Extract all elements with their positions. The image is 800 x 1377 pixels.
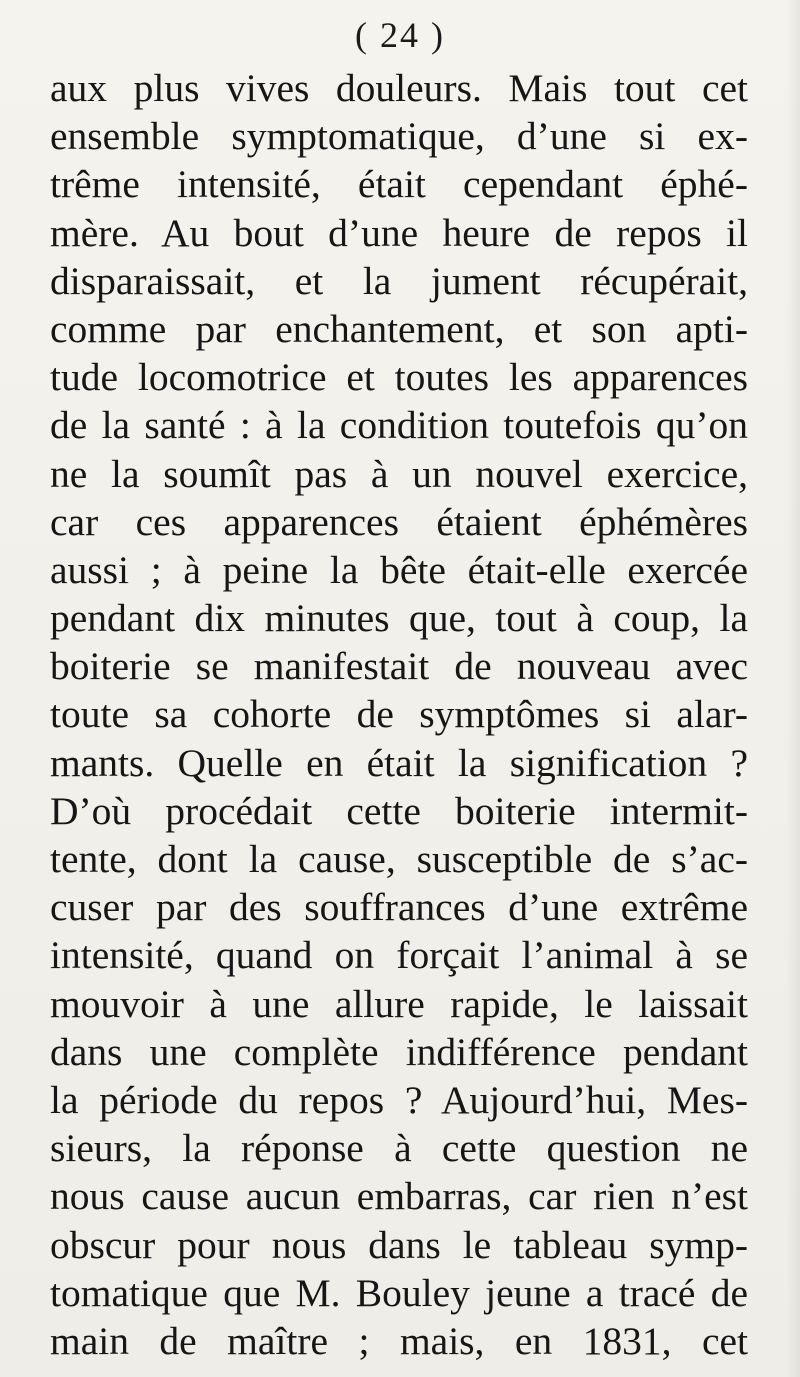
text-line: disparaissait, et la jument récupérait, bbox=[50, 258, 748, 303]
text-line: car ces apparences étaient éphémères bbox=[50, 499, 748, 544]
page-number: ( 24 ) bbox=[355, 15, 445, 55]
text-line: cuser par des souffrances d’une extrême bbox=[50, 885, 748, 930]
text-line: sieurs, la réponse à cette question ne bbox=[50, 1126, 748, 1171]
text-line: trême intensité, était cependant éphé- bbox=[50, 162, 748, 207]
text-line: tude locomotrice et toutes les apparences bbox=[50, 355, 748, 400]
text-line: de la santé : à la condition toutefois qu’on bbox=[50, 403, 748, 448]
text-line: obscur pour nous dans le tableau symp- bbox=[50, 1222, 748, 1267]
text-line: ne la soumît pas à un nouvel exercice, bbox=[50, 451, 748, 496]
text-line: ensemble symptomatique, d’une si ex- bbox=[50, 114, 748, 159]
text-line: dans une complète indifférence pendant bbox=[50, 1029, 748, 1074]
text-line: mère. Au bout d’une heure de repos il bbox=[50, 210, 748, 255]
text-line: aux plus vives douleurs. Mais tout cet bbox=[50, 66, 748, 110]
text-line: intensité, quand on forçait l’animal à se bbox=[50, 933, 748, 978]
text-line: boiterie se manifestait de nouveau avec bbox=[50, 644, 748, 689]
text-line: tente, dont la cause, susceptible de s’ac- bbox=[50, 837, 748, 881]
text-line: comme par enchantement, et son apti- bbox=[50, 306, 748, 351]
text-line: tomatique que M. Bouley jeune a tracé de bbox=[50, 1270, 748, 1315]
text-line: nous cause aucun embarras, car rien n’est bbox=[50, 1174, 748, 1219]
text-line: aussi ; à peine la bête était-elle exercée bbox=[50, 547, 748, 592]
text-line: D’où procédait cette boiterie intermit- bbox=[50, 788, 748, 833]
text-line: la période du repos ? Aujourd’hui, Mes- bbox=[50, 1077, 748, 1122]
text-line: mouvoir à une allure rapide, le laissait bbox=[50, 981, 748, 1026]
text-line: mants. Quelle en était la signification ? bbox=[50, 740, 748, 785]
text-line: main de maître ; mais, en 1831, cet bbox=[50, 1318, 748, 1363]
page-edge-shadow bbox=[786, 0, 800, 1377]
body-text bbox=[50, 64, 748, 1365]
text-line: toute sa cohorte de symptômes si alar- bbox=[50, 692, 748, 737]
text-line: pendant dix minutes que, tout à coup, la bbox=[50, 596, 748, 641]
